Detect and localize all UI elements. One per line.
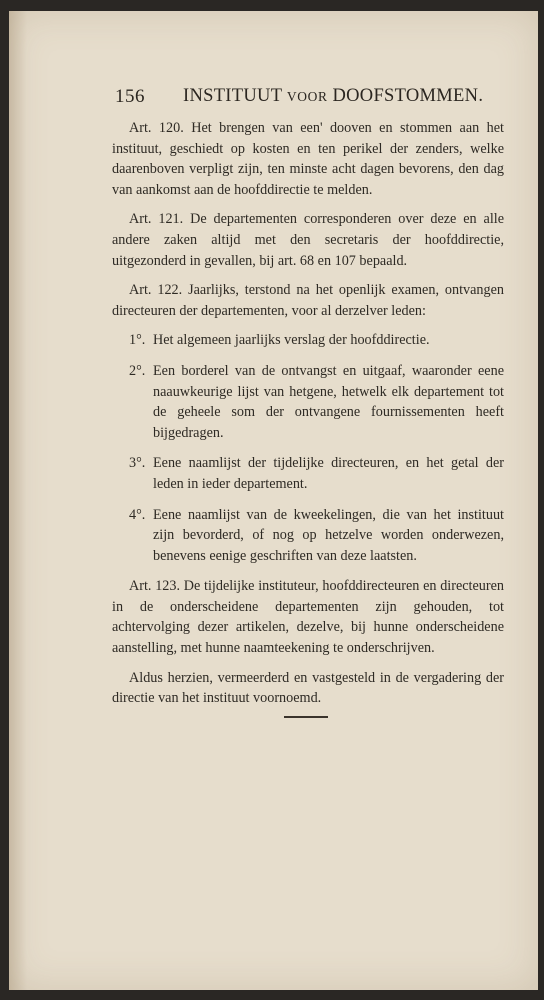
list-item [112,330,504,351]
article-120: Art. 120. Het brengen van een' dooven en stommen aan het instituut, geschiedt op kosten en ten perikel der zenders, welke daarenboven verpligt zijn, ten minste acht dagen bevorens, den dag van aankomst aan de hoofddirectie te melden. [112,120,504,198]
list-item-number: 2°. [129,362,146,379]
running-title-part1: INSTITUUT [183,86,287,106]
article-122: Art. 122. Jaarlijks, terstond na het openlijk examen, ontvangen directeuren der departementen, voor al derzelver leden: [112,282,504,319]
list-item-number: 4°. [129,506,146,523]
running-header [115,86,484,112]
list-item-text: Het algemeen jaarlijks verslag der hoofddirectie. [153,332,430,349]
running-title [183,86,483,107]
list-item [112,453,504,494]
list-item [112,361,504,443]
list-item [112,505,504,567]
article-123: Art. 123. De tijdelijke instituteur, hoofddirecteuren en directeuren in de onderscheidene departementen zijn gehouden, tot achtervolging dezer artikelen, dezelve, bij hunne onderscheidene aanstelling, met hunne naamteekening te onderschrijven. [112,578,504,657]
list-item-number: 1°. [129,332,146,349]
list-item-text: Eene naamlijst der tijdelijke directeuren, en het getal der leden in ieder departement. [153,455,504,492]
end-rule [284,716,328,718]
list-item-text: Eene naamlijst van de kweekelingen, die van het instituut zijn bevorderd, of nog op hetzelve worden onderwezen, benevens eenige geschriften van deze laatsten. [153,506,504,564]
page-number: 156 [115,86,145,107]
closing-statement: Aldus herzien, vermeerderd en vastgesteld in de vergadering der directie van het instituut voornoemd. [112,669,504,707]
list-item-text: Een borderel van de ontvangst en uitgaaf, waaronder eene naauwkeurige lijst van hetgene, hetwelk elk departement tot de geheele som der ontvangene fournissementen heeft bijgedragen. [153,362,504,441]
running-title-part3: DOOFSTOMMEN. [327,86,484,106]
running-title-voor: VOOR [286,89,328,104]
article-121: Art. 121. De departementen corresponderen over deze en alle andere zaken altijd met den secretaris der hoofddirectie, uitgezonderd in gevallen, bij art. 68 en 107 bepaald. [112,211,504,269]
list-item-number: 3°. [129,455,146,472]
body-text [112,118,504,718]
